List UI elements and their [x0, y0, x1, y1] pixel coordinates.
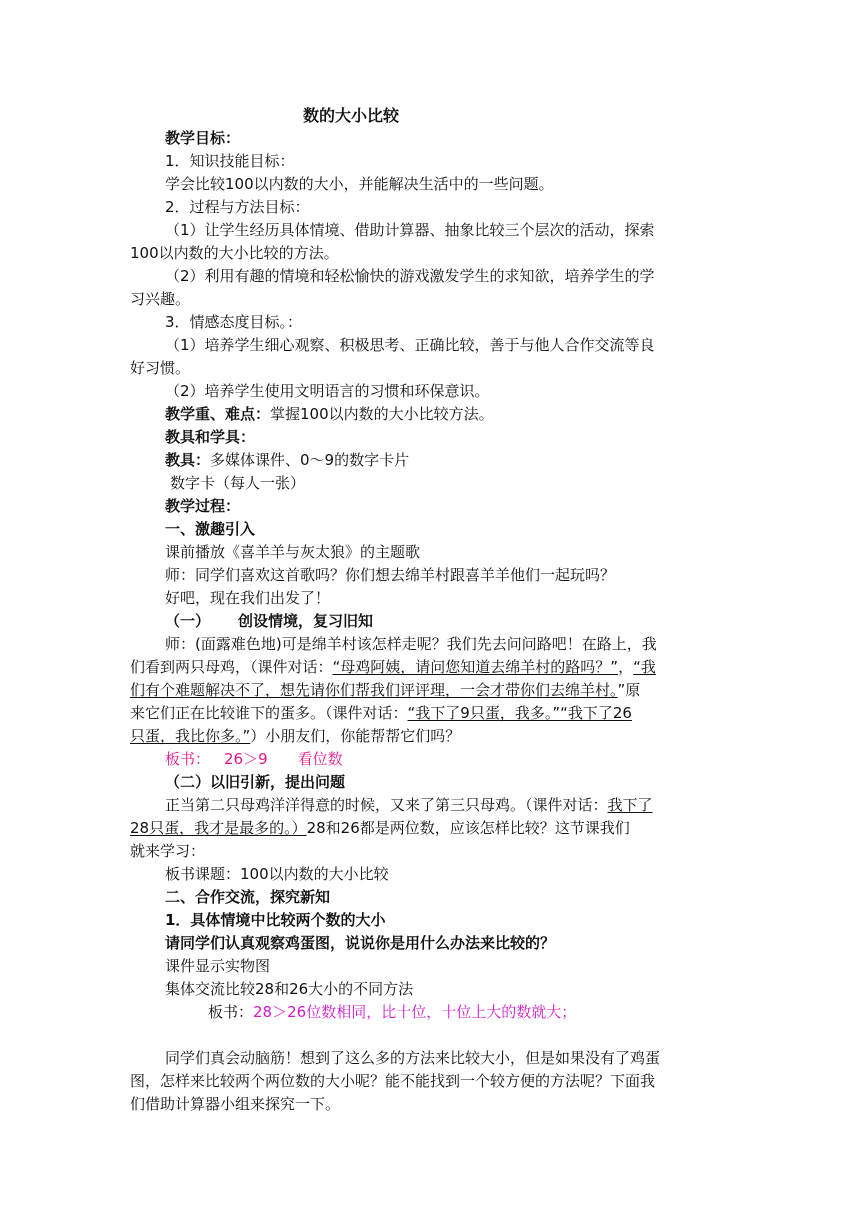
paragraph-text: ）小朋友们，你能帮帮它们吗？: [250, 727, 461, 745]
paragraph-text: 正当第二只母鸡洋洋得意的时候，又来了第三只母鸡。（课件对话：: [165, 796, 608, 814]
subsection-1-title: 创设情境，复习旧知: [238, 612, 374, 630]
tools-text: 多媒体课件、0～9的数字卡片: [210, 451, 410, 469]
dialogue-text: “母鸡阿姨，请问您知道去绵羊村的路吗？”: [332, 658, 619, 676]
student-tools-line: 数字卡（每人一张）: [170, 474, 306, 492]
paragraph-text: 28和26都是两位数，应该怎样比较？这节课我们: [306, 819, 630, 837]
question-line: 请同学们认真观察鸡蛋图，说说你是用什么办法来比较的？: [165, 934, 556, 952]
tools-line: [165, 449, 765, 472]
paragraph-line: [130, 656, 730, 679]
final-paragraph-line: 图，怎样来比较两个两位数的大小呢？能不能找到一个较方便的方法呢？下面我: [130, 1072, 656, 1090]
paragraph-line: 就来学习：: [130, 842, 206, 860]
board-topic-line: 板书课题：100以内数的大小比较: [165, 865, 389, 883]
paragraph-text: 们看到两只母鸡，（课件对话：: [130, 658, 333, 676]
dialogue-text: “我: [633, 658, 656, 676]
board-note-2: [208, 1001, 808, 1024]
board-expression: 26＞9: [224, 750, 268, 768]
paragraph-line: [165, 794, 765, 817]
key-points-label: 教学重、难点：: [165, 405, 271, 423]
dialogue-text: 我下了: [607, 796, 653, 814]
tools-heading: 教具和学具：: [165, 428, 256, 446]
key-points-line: [165, 403, 765, 426]
board-label: 板书：: [208, 1003, 254, 1021]
dialogue-text: 们有个难题解决不了，想先请你们帮我们评评理，一会才带你们去绵羊村。: [130, 681, 618, 699]
objective-line: （1）培养学生细心观察、积极思考、正确比较，善于与他人合作交流等良: [165, 336, 655, 354]
objective-line: （1）让学生经历具体情境、借助计算器、抽象比较三个层次的活动，探索: [165, 221, 655, 239]
board-text: 28＞26位数相同，比十位，十位上大的数就大；: [253, 1003, 577, 1021]
board-label: 板书：: [165, 750, 211, 768]
paragraph-text: ”原: [617, 681, 641, 699]
objective-line: 学会比较100以内数的大小，并能解决生活中的一些问题。: [165, 175, 554, 193]
section-1-line: 好吧，现在我们出发了！: [165, 589, 331, 607]
subsection-1-heading: [165, 610, 765, 633]
process-heading: 教学过程：: [165, 497, 241, 515]
section-1-line: 师：同学们喜欢这首歌吗？你们想去绵羊村跟喜羊羊他们一起玩吗？: [165, 566, 616, 584]
objective-line: 100以内数的大小比较的方法。: [130, 244, 339, 262]
section-1-heading: 一、激趣引入: [165, 520, 256, 538]
final-paragraph-line: 们借助计算器小组来探究一下。: [130, 1095, 341, 1113]
paragraph-line: 师：(面露难色地)可是绵羊村该怎样走呢？我们先去问问路吧！在路上，我: [165, 635, 657, 653]
paragraph-text: 来它们正在比较谁下的蛋多。（课件对话：: [130, 704, 408, 722]
objective-line: 3．情感态度目标。：: [165, 313, 303, 331]
objective-line: （2）利用有趣的情境和轻松愉快的游戏激发学生的求知欲，培养学生的学: [165, 267, 655, 285]
courseware-line: 课件显示实物图: [165, 957, 271, 975]
dialogue-text: 只蛋，我比你多。”: [130, 727, 251, 745]
objective-line: 习兴趣。: [130, 290, 191, 308]
board-note-1: [165, 748, 765, 771]
board-note: 看位数: [297, 750, 343, 768]
final-paragraph-line: 同学们真会动脑筋！想到了这么多的方法来比较大小，但是如果没有了鸡蛋: [165, 1049, 661, 1067]
dialogue-text: 28只蛋，我才是最多的。）: [130, 819, 307, 837]
objectives-heading: 教学目标：: [165, 129, 241, 147]
subsection-1-number: （一）: [165, 612, 211, 630]
document-title: 数的大小比较: [303, 106, 400, 125]
key-points-text: 掌握100以内数的大小比较方法。: [270, 405, 494, 423]
objective-line: （2）培养学生使用文明语言的习惯和环保意识。: [165, 382, 490, 400]
tools-label: 教具：: [165, 451, 211, 469]
objective-line: 1．知识技能目标：: [165, 152, 295, 170]
subsection-2-heading: （二）以旧引新，提出问题: [165, 773, 346, 791]
paragraph-line: [130, 679, 730, 702]
objective-line: 2．过程与方法目标：: [165, 198, 310, 216]
paragraph-text: ，: [618, 658, 634, 676]
paragraph-line: [130, 725, 730, 748]
collective-line: 集体交流比较28和26大小的不同方法: [165, 980, 414, 998]
section-2-heading: 二、合作交流，探究新知: [165, 888, 331, 906]
paragraph-line: [130, 817, 730, 840]
paragraph-line: [130, 702, 730, 725]
section-1-line: 课前播放《喜羊羊与灰太狼》的主题歌: [165, 543, 421, 561]
subsection-3-heading: 1．具体情境中比较两个数的大小: [165, 911, 386, 929]
objective-line: 好习惯。: [130, 359, 191, 377]
dialogue-text: “我下了9只蛋，我多。”“我下了26: [407, 704, 632, 722]
